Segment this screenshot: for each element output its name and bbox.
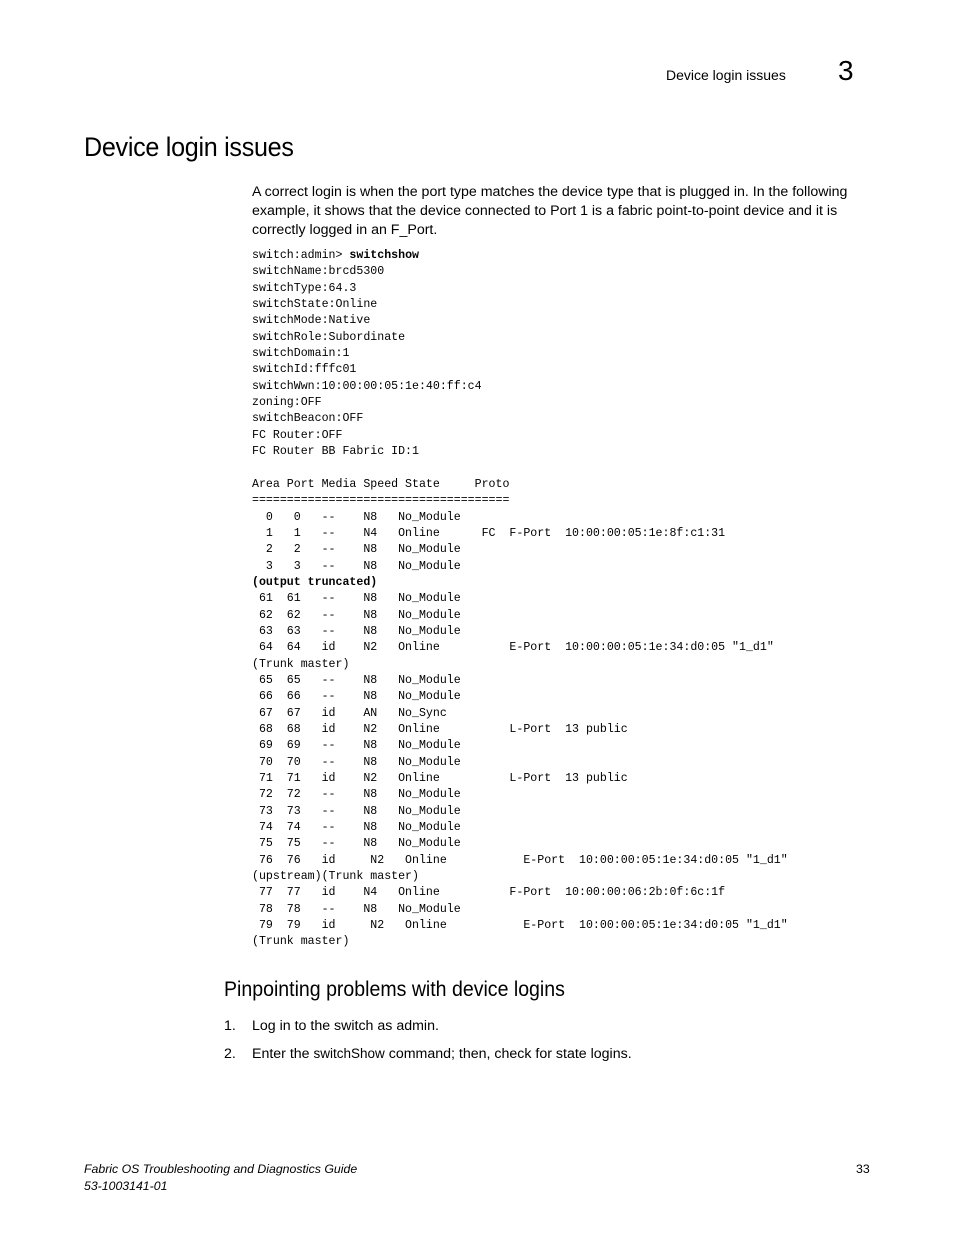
switchshow-output	[252, 248, 788, 951]
footer-page-number: 33	[856, 1162, 870, 1176]
step-text-after: command; then, check for state logins.	[384, 1046, 632, 1062]
step-number: 1.	[224, 1018, 236, 1034]
output-block-bottom: 61 61 -- N8 No_Module 62 62 -- N8 No_Module 63 63 -- N8 No_Module 64 64 id N2 Online E-Port 10:00:00:05:1e:34:d0:05 "1_d1" (Trunk master) 65 65 -- N8 No_Module 66 66 -- N8 No_Module 67 67 id AN No_Sync 68 68 id N2 Online L-Port 13 public 69 69 -- N8 No_Module 70 70 -- N8 No_Module 71 71 id N2 Online L-Port 13 public 72 72 -- N8 No_Module 73 73 -- N8 No_Module 74 74 -- N8 No_Module 75 75 -- N8 No_Module 76 76 id N2 Online E-Port 10:00:00:05:1e:34:d0:05 "1_d1" (upstream)(Trunk master) 77 77 id N4 Online F-Port 10:00:00:06:2b:0f:6c:1f 78 78 -- N8 No_Module 79 79 id N2 Online E-Port 10:00:00:05:1e:34:d0:05 "1_d1" (Trunk master)	[252, 592, 788, 949]
step-text	[252, 1046, 632, 1062]
output-block-top: switchName:brcd5300 switchType:64.3 switchState:Online switchMode:Native switchRole:Subordinate switchDomain:1 switchId:fffc01 switchWwn:10:00:00:05:1e:40:ff:c4 zoning:OFF switchBeacon:OFF FC Router:OFF FC Router BB Fabric ID:1 Area Port Media Speed State Proto ===================================== 0 0 -- N8 No_Module 1 1 -- N4 Online FC F-Port 10:00:00:05:1e:8f:c1:31 2 2 -- N8 No_Module 3 3 -- N8 No_Module	[252, 265, 726, 573]
intro-paragraph: A correct login is when the port type matches the device type that is plugged in. In the following example, it shows that the device connected to Port 1 is a fabric point-to-point device and it is correctly logged in an F_Port.	[252, 184, 848, 238]
step-text-before: Enter the	[252, 1046, 314, 1062]
chapter-number: 3	[838, 55, 854, 86]
step-command: switchShow	[313, 1046, 385, 1061]
subsection-heading: Pinpointing problems with device logins	[224, 978, 565, 1001]
running-header-title: Device login issues	[666, 67, 786, 83]
section-heading: Device login issues	[84, 132, 294, 162]
step-number: 2.	[224, 1046, 236, 1062]
command-name: switchshow	[349, 249, 419, 262]
step-text: Log in to the switch as admin.	[252, 1018, 439, 1034]
footer-doc-number: 53-1003141-01	[84, 1179, 168, 1193]
footer-book-title: Fabric OS Troubleshooting and Diagnostics Guide	[84, 1162, 358, 1176]
output-truncated-note: (output truncated)	[252, 575, 378, 589]
command-prompt: switch:admin>	[252, 249, 350, 262]
